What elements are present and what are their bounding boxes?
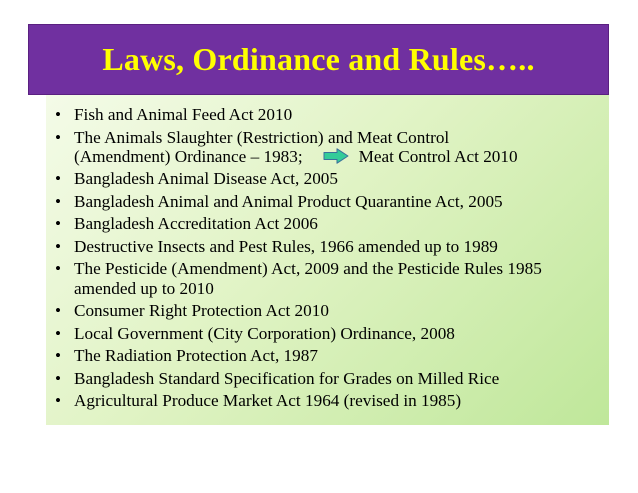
law-list-item: [46, 301, 609, 320]
law-item-text: The Animals Slaughter (Restriction) and Meat Control: [74, 127, 450, 147]
law-item-text: The Radiation Protection Act, 1987: [74, 346, 318, 366]
arrow-target-text: Meat Control Act 2010: [358, 146, 518, 166]
bullet-icon: •: [55, 391, 62, 411]
law-list-item: [46, 259, 609, 298]
law-item-text: (Amendment) Ordinance – 1983;: [74, 146, 303, 166]
law-item-text: Destructive Insects and Pest Rules, 1966 amended up to 1989: [74, 236, 498, 256]
bullet-icon: •: [55, 368, 62, 388]
bullet-icon: •: [55, 127, 62, 147]
law-list-item: [46, 169, 609, 188]
title-bar: [28, 24, 609, 95]
bullet-icon: •: [55, 236, 62, 256]
right-arrow-icon: [323, 148, 349, 164]
law-list-item: [46, 324, 609, 343]
bullet-icon: •: [55, 214, 62, 234]
law-item-text: Bangladesh Animal and Animal Product Quarantine Act, 2005: [74, 191, 503, 211]
bullet-icon: •: [55, 301, 62, 321]
law-item-text: The Pesticide (Amendment) Act, 2009 and the Pesticide Rules 1985: [74, 259, 542, 279]
law-item-text: Bangladesh Accreditation Act 2006: [74, 214, 318, 234]
law-item-text: amended up to 2010: [74, 278, 214, 298]
law-list-item: [46, 128, 609, 167]
law-item-text: Local Government (City Corporation) Ordinance, 2008: [74, 323, 455, 343]
law-list-item: [46, 214, 609, 233]
content-panel: [46, 95, 609, 425]
law-item-text: Bangladesh Standard Specification for Grades on Milled Rice: [74, 368, 500, 388]
law-list-item: [46, 346, 609, 365]
bullet-icon: •: [55, 259, 62, 279]
law-list-item: [46, 192, 609, 211]
bullet-icon: •: [55, 169, 62, 189]
bullet-icon: •: [55, 323, 62, 343]
bullet-icon: •: [55, 105, 62, 124]
law-item-text: Bangladesh Animal Disease Act, 2005: [74, 169, 338, 189]
law-list-item: [46, 237, 609, 256]
law-list-item: [46, 369, 609, 388]
bullet-icon: •: [55, 346, 62, 366]
law-list-item: [46, 105, 609, 124]
law-list-item: [46, 391, 609, 410]
law-list: [46, 105, 609, 414]
law-item-text: Agricultural Produce Market Act 1964 (revised in 1985): [74, 391, 462, 411]
law-item-text: Consumer Right Protection Act 2010: [74, 301, 329, 321]
bullet-icon: •: [55, 191, 62, 211]
slide-title: Laws, Ordinance and Rules…..: [102, 41, 535, 77]
law-item-text: Fish and Animal Feed Act 2010: [74, 105, 293, 124]
